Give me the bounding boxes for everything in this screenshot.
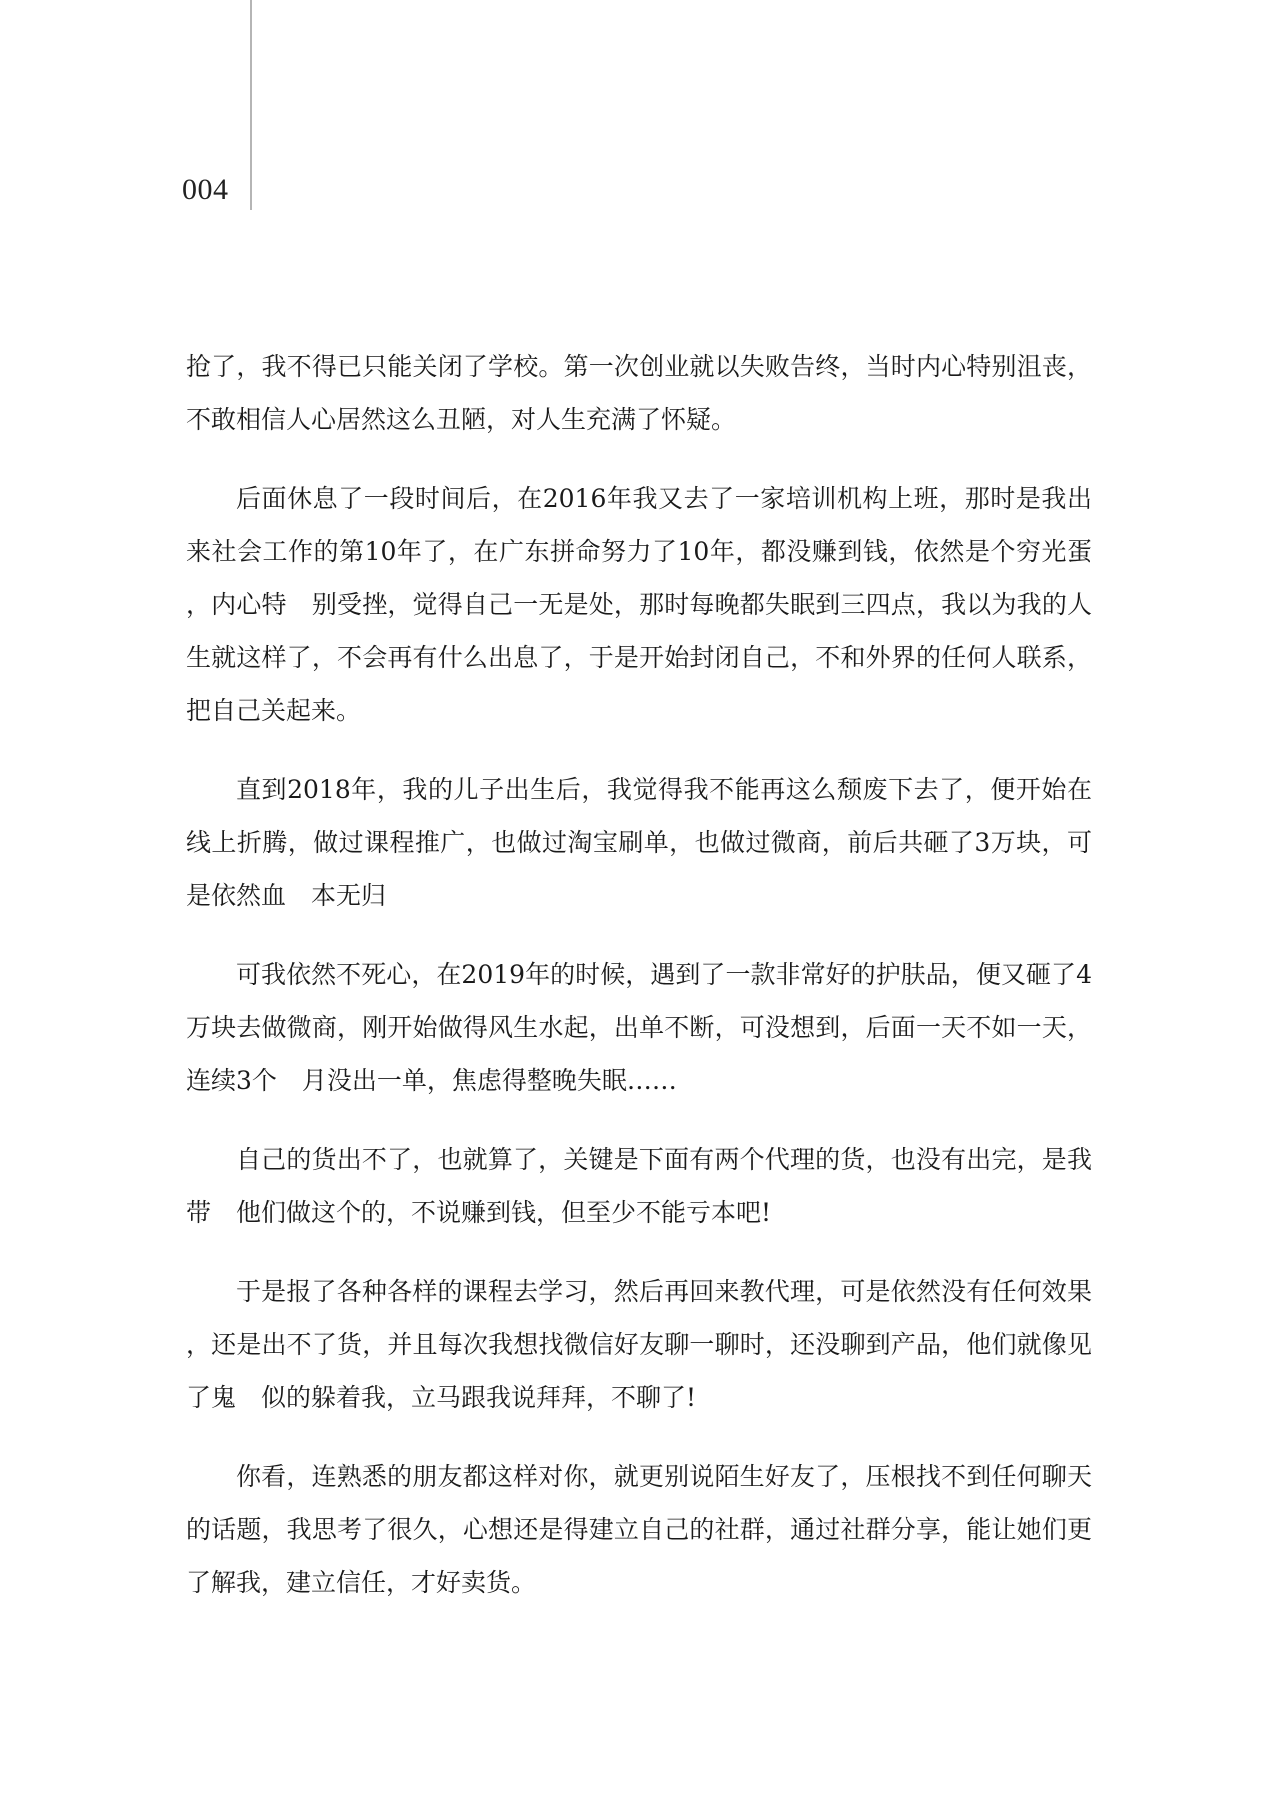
paragraph: 可我依然不死心，在2019年的时候，遇到了一款非常好的护肤品，便又砸了4万块去做微商，刚开始做得风生水起，出单不断，可没想到，后面一天不如一天，连续3个 月没出一单，焦虑得整晚失眠…… <box>186 960 1092 1095</box>
page-number: 004 <box>182 173 229 206</box>
paragraph: 直到2018年，我的儿子出生后，我觉得我不能再这么颓废下去了，便开始在线上折腾，做过课程推广，也做过淘宝刷单，也做过微商，前后共砸了3万块，可是依然血 本无归 <box>186 775 1092 910</box>
paragraph: 于是报了各种各样的课程去学习，然后再回来教代理，可是依然没有任何效果，还是出不了货，并且每次我想找微信好友聊一聊时，还没聊到产品，他们就像见了鬼 似的躲着我，立马跟我说拜拜，不聊了! <box>186 1277 1092 1412</box>
paragraph: 你看，连熟悉的朋友都这样对你，就更别说陌生好友了，压根找不到任何聊天的话题，我思考了很久，心想还是得建立自己的社群，通过社群分享，能让她们更了解我，建立信任，才好卖货。 <box>186 1462 1092 1597</box>
margin-rule <box>250 0 252 210</box>
paragraph: 自己的货出不了，也就算了，关键是下面有两个代理的货，也没有出完，是我带 他们做这个的，不说赚到钱，但至少不能亏本吧! <box>186 1145 1092 1227</box>
paragraph: 抢了，我不得已只能关闭了学校。第一次创业就以失败告终，当时内心特别沮丧，不敢相信人心居然这么丑陋，对人生充满了怀疑。 <box>186 352 1092 434</box>
paragraph: 后面休息了一段时间后，在2016年我又去了一家培训机构上班，那时是我出来社会工作的第10年了，在广东拼命努力了10年，都没赚到钱，依然是个穷光蛋，内心特 别受挫，觉得自己一无是处，那时每晚都失眠到三四点，我以为我的人生就这样了，不会再有什么出息了，于是开始封闭自己，不和外界的任何人联系，把自己关起来。 <box>186 484 1092 725</box>
body-text <box>186 340 1092 1635</box>
